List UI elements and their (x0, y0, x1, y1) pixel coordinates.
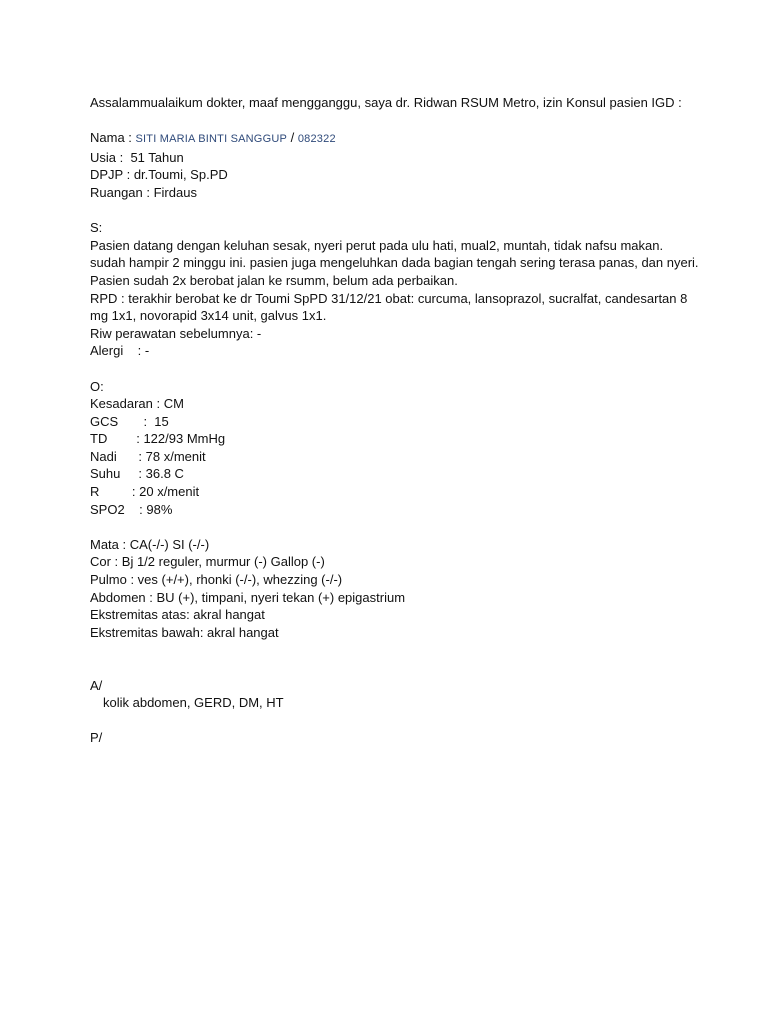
objective-heading: O: (90, 378, 104, 394)
patient-dpjp-line: DPJP : dr.Toumi, Sp.PD (90, 167, 228, 183)
patient-record-number: 082322 (297, 133, 336, 146)
assessment-heading: A/ (90, 677, 103, 693)
patient-age-line: Usia : 51 Tahun (90, 149, 184, 165)
spacer (90, 112, 690, 130)
exam-line: Mata : CA(-/-) SI (-/-) (90, 536, 210, 552)
subjective-line: RPD : terakhir berobat ke dr Toumi SpPD 31/12/21 obat: curcuma, lansoprazol, sucralfat, candesartan 8 (90, 290, 688, 306)
exam-line: Ekstremitas atas: akral hangat (90, 607, 265, 623)
subjective-line: Pasien datang dengan keluhan sesak, nyeri perut pada ulu hati, mual2, muntah, tidak nafsu makan. (90, 237, 664, 253)
subjective-line: Alergi : - (90, 343, 150, 359)
vital-sign-line: SPO2 : 98% (90, 501, 173, 517)
vital-sign-line: GCS : 15 (90, 413, 169, 429)
patient-separator: / (287, 130, 298, 146)
vital-sign-line: TD : 122/93 MmHg (90, 431, 226, 447)
patient-room-line: Ruangan : Firdaus (90, 184, 197, 200)
spacer (90, 202, 690, 220)
subjective-line: sudah hampir 2 minggu ini. pasien juga mengeluhkan dada bagian tengah sering terasa panas, dan nyeri. (90, 255, 699, 271)
vital-sign-line: Kesadaran : CM (90, 396, 184, 412)
greeting-line: Assalammualaikum dokter, maaf mengganggu, saya dr. Ridwan RSUM Metro, izin Konsul pasien IGD : (90, 95, 682, 110)
assessment-text: kolik abdomen, GERD, DM, HT (103, 695, 284, 711)
plan-heading: P/ (90, 730, 103, 746)
vital-sign-line: Nadi : 78 x/menit (90, 448, 206, 464)
patient-name-value: SITI MARIA BINTI SANGGUP (135, 133, 288, 146)
document-page (90, 94, 699, 747)
exam-line: Ekstremitas bawah: akral hangat (90, 624, 279, 640)
patient-name-label: Nama : (90, 130, 136, 146)
exam-line: Cor : Bj 1/2 reguler, murmur (-) Gallop (-) (90, 554, 325, 570)
vital-sign-line: Suhu : 36.8 C (90, 466, 184, 482)
subjective-line: Riw perawatan sebelumnya: - (90, 325, 262, 341)
exam-line: Abdomen : BU (+), timpani, nyeri tekan (+) epigastrium (90, 589, 406, 605)
subjective-line: mg 1x1, novorapid 3x14 unit, galvus 1x1. (90, 308, 327, 324)
spacer (90, 518, 690, 536)
exam-line: Pulmo : ves (+/+), rhonki (-/-), whezzing (-/-) (90, 572, 343, 588)
vital-sign-line: R : 20 x/menit (90, 484, 200, 500)
spacer (90, 641, 690, 659)
subjective-line: Pasien sudah 2x berobat jalan ke rsumm, belum ada perbaikan. (90, 272, 458, 288)
spacer (90, 659, 690, 677)
spacer (90, 360, 690, 378)
spacer (90, 712, 690, 730)
patient-name-line (90, 129, 690, 149)
subjective-heading: S: (90, 220, 103, 236)
